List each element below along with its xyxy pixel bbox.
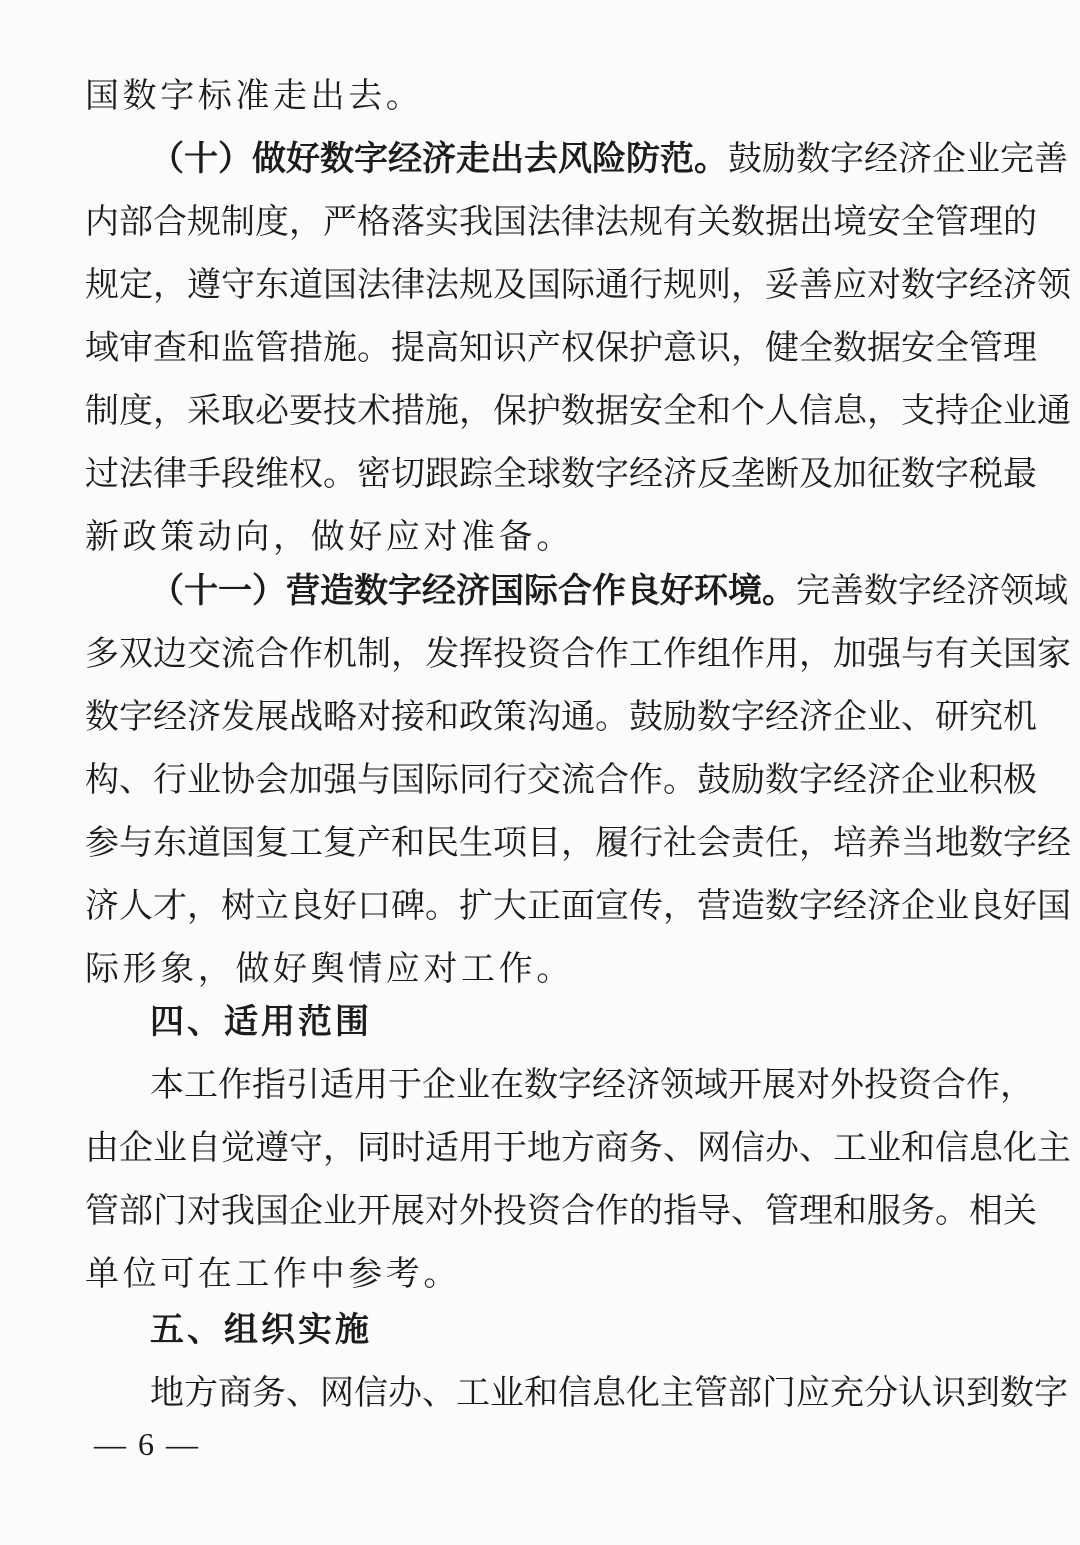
paragraph-line: 过法律手段维权。密切跟踪全球数字经济反垄断及加征数字税最 xyxy=(85,454,1037,494)
paragraph-line: 域审查和监管措施。提高知识产权保护意识，健全数据安全管理 xyxy=(85,328,1037,368)
paragraph-line: 单位可在工作中参考。 xyxy=(85,1254,461,1294)
section-11-first-line xyxy=(150,559,1068,623)
paragraph-line: 本工作指引适用于企业在数字经济领域开展对外投资合作， xyxy=(150,1065,1034,1105)
paragraph-line: 国数字标准走出去。 xyxy=(85,76,424,116)
section-5-heading: 五、组织实施 xyxy=(150,1310,372,1350)
paragraph-line: 内部合规制度，严格落实我国法律法规有关数据出境安全管理的 xyxy=(85,202,1037,242)
section-11-title: （十一）营造数字经济国际合作良好环境。 xyxy=(150,571,796,611)
page-number: — 6 — xyxy=(94,1426,200,1462)
paragraph-line: 地方商务、网信办、工业和信息化主管部门应充分认识到数字 xyxy=(150,1373,1068,1413)
paragraph-line: 制度，采取必要技术措施，保护数据安全和个人信息，支持企业通 xyxy=(85,391,1071,431)
paragraph-line: 参与东道国复工复产和民生项目，履行社会责任，培养当地数字经 xyxy=(85,823,1071,863)
paragraph-line: 济人才，树立良好口碑。扩大正面宣传，营造数字经济企业良好国 xyxy=(85,886,1071,926)
section-10-first-line xyxy=(150,127,1068,191)
paragraph-line: 际形象，做好舆情应对工作。 xyxy=(85,949,574,989)
paragraph-line: 数字经济发展战略对接和政策沟通。鼓励数字经济企业、研究机 xyxy=(85,697,1037,737)
section-10-title: （十）做好数字经济走出去风险防范。 xyxy=(150,139,728,179)
section-10-text: 鼓励数字经济企业完善 xyxy=(728,139,1068,179)
paragraph-line: 规定，遵守东道国法律法规及国际通行规则，妥善应对数字经济领 xyxy=(85,265,1071,305)
paragraph-line: 管部门对我国企业开展对外投资合作的指导、管理和服务。相关 xyxy=(85,1191,1037,1231)
paragraph-line: 构、行业协会加强与国际同行交流合作。鼓励数字经济企业积极 xyxy=(85,760,1037,800)
paragraph-line: 多双边交流合作机制，发挥投资合作工作组作用，加强与有关国家 xyxy=(85,634,1071,674)
section-4-heading: 四、适用范围 xyxy=(150,1002,372,1042)
paragraph-line: 新政策动向，做好应对准备。 xyxy=(85,517,574,557)
paragraph-line: 由企业自觉遵守，同时适用于地方商务、网信办、工业和信息化主 xyxy=(85,1128,1071,1168)
section-11-text: 完善数字经济领域 xyxy=(796,571,1068,611)
